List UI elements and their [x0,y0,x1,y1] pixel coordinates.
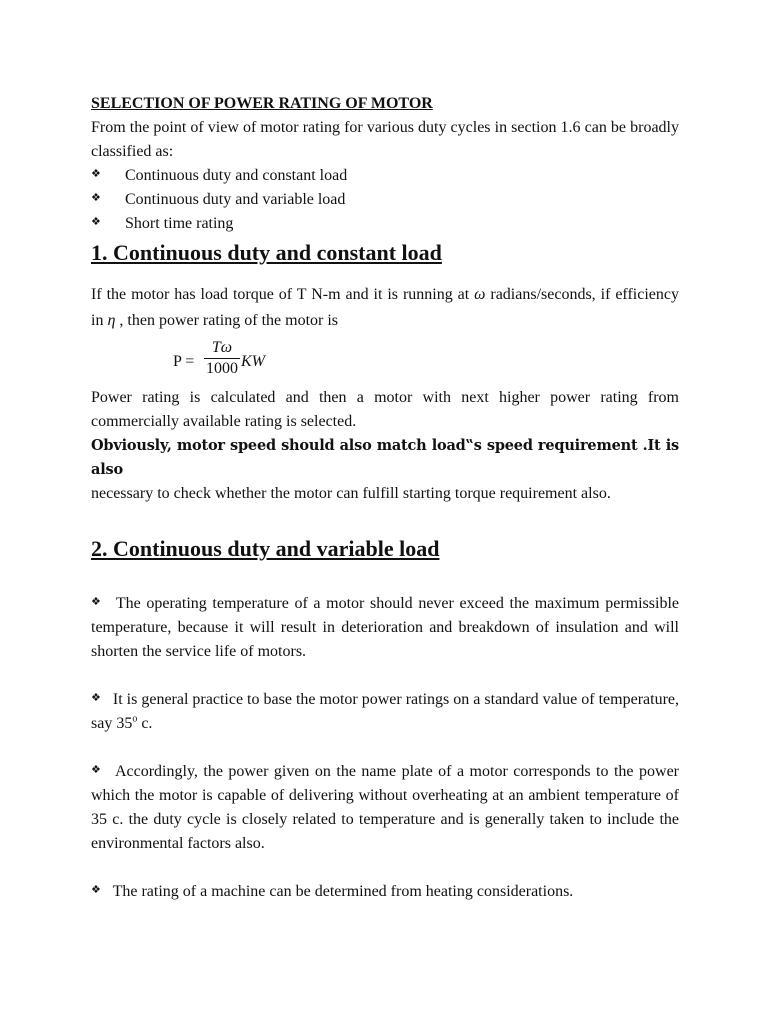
diamond-bullet-icon: ❖ [91,596,103,608]
diamond-bullet-icon: ❖ [91,884,101,896]
power-formula: P = Tω 1000 KW [173,339,265,377]
section-1-paragraph-3: necessary to check whether the motor can fulfill starting torque requirement also. [91,485,611,502]
section-1-heading: 1. Continuous duty and constant load [91,240,442,265]
list-item: ❖ Continuous duty and variable load [91,188,679,212]
section-2-heading: 2. Continuous duty and variable load [91,536,440,561]
formula-fraction: Tω 1000 [206,339,238,377]
section-1-paragraph-1: If the motor has load torque of T N-m and it is running at ω radians/seconds, if efficiency in η , then power rating of the motor is [91,286,679,329]
intro-paragraph: From the point of view of motor rating for various duty cycles in section 1.6 can be broadly classified as: [91,119,679,160]
document-page [91,92,679,904]
section-2-point: ❖ Accordingly, the power given on the name plate of a motor corresponds to the power which the motor is capable of delivering without overheating at an ambient temperature of 35 c. the duty cycle is closely related to temperature and is generally taken to include the environmental factors also. [91,763,679,852]
page-title: SELECTION OF POWER RATING OF MOTOR [91,95,433,112]
section-1-paragraph-2: Power rating is calculated and then a motor with next higher power rating from commercially available rating is selected. [91,389,679,430]
list-item: ❖ Continuous duty and constant load [91,164,679,188]
section-2-point: ❖ The operating temperature of a motor should never exceed the maximum permissible temperature, because it will result in deterioration and breakdown of insulation and will shorten the service life of motors. [91,595,679,660]
diamond-bullet-icon: ❖ [91,168,101,180]
diamond-bullet-icon: ❖ [91,692,101,704]
section-1-bold-note: Obviously, motor speed should also match load‟s speed requirement .It is also [91,437,679,478]
diamond-bullet-icon: ❖ [91,192,101,204]
section-2-point: ❖ It is general practice to base the motor power ratings on a standard value of temperature, say 35$^o$ c. [91,691,679,732]
diamond-bullet-icon: ❖ [91,216,101,228]
list-item: ❖ Short time rating [91,212,679,236]
diamond-bullet-icon: ❖ [91,764,103,776]
section-2-point: ❖ The rating of a machine can be determined from heating considerations. [91,883,574,900]
classification-list [91,164,679,236]
